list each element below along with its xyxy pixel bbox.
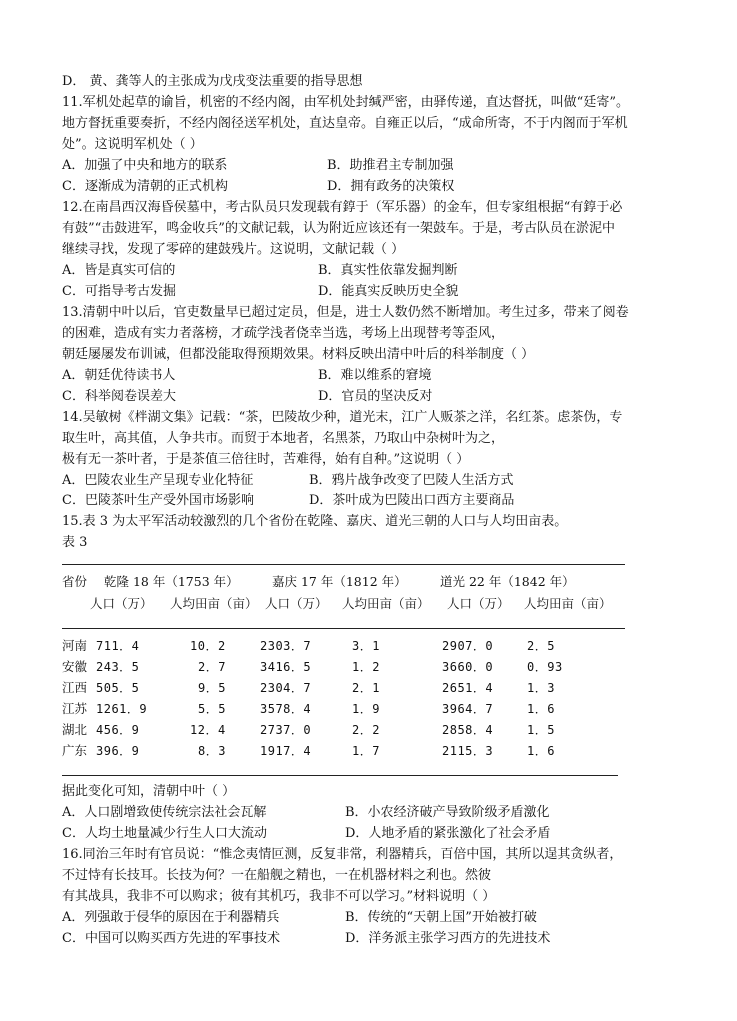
table-cell-pop-1753: 456．9: [96, 723, 140, 737]
q11-option-d: D．拥有政务的决策权: [327, 179, 455, 194]
table-cell-land-1842: 1．6: [527, 744, 555, 758]
table-cell-land-1842: 1．6: [527, 702, 555, 716]
table-cell-province: 安徽: [62, 659, 88, 674]
table-cell-pop-1812: 3578．4: [260, 702, 312, 716]
table-cell-province: 江西: [62, 680, 88, 695]
q15-option-d: D．人地矛盾的紧张激化了社会矛盾: [345, 826, 551, 841]
table-subheader-land-1: 人均田亩（亩）: [170, 596, 258, 611]
table-subheader-land-2: 人均田亩（亩）: [342, 596, 430, 611]
table-cell-province: 湖北: [62, 722, 88, 737]
table-header-province: 省份: [62, 574, 88, 589]
table-cell-land-1812: 1．9: [352, 702, 380, 716]
q13-option-c: C．科举阅卷误差大: [62, 389, 176, 404]
q14-stem-line-1: 14.吴敏树《柈湖文集》记载：“茶，巴陵故少种，道光末，江广人贩茶之洋，名红茶。虑茶伪，专: [62, 410, 623, 425]
q13-option-d: D．官员的坚决反对: [318, 389, 433, 404]
table-header-period-1: 乾隆 18 年（1753 年）: [104, 574, 239, 589]
q16-option-c: C．中国可以购买西方先进的军事技术: [62, 931, 280, 946]
q12-option-c: C．可指导考古发掘: [62, 284, 176, 299]
table-subheader-pop-3: 人口（万）: [447, 596, 510, 611]
table-cell-land-1842: 1．3: [527, 681, 555, 695]
q12-option-a: A．皆是真实可信的: [62, 263, 176, 278]
table-top-rule: [62, 564, 625, 565]
q15-option-a: A．人口剧增致使传统宗法社会瓦解: [62, 805, 267, 820]
table-cell-pop-1753: 711．4: [96, 639, 140, 653]
table-cell-land-1842: 1．5: [527, 723, 555, 737]
table-cell-pop-1842: 2651．4: [442, 681, 494, 695]
table-cell-pop-1842: 2858．4: [442, 723, 494, 737]
q14-option-c: C．巴陵茶叶生产受外国市场影响: [62, 493, 254, 508]
q13-stem-line-1: 13.清朝中叶以后，官吏数量早已超过定员，但是，进士人数仍然不断增加。考生过多，带来了阅卷: [62, 305, 629, 320]
q11-stem-line-1: 11.军机处起草的谕旨，机密的不经内阁，由军机处封缄严密，由驿传递，直达督抚，叫做“廷寄”。: [62, 95, 629, 110]
q12-stem-line-3: 继续寻找，发现了零碎的建鼓残片。这说明，文献记载（ ）: [62, 242, 405, 257]
q12-stem-line-2: 有鼓”“击鼓进军，鸣金收兵”的文献记载，认为附近应该还有一架鼓车。于是，考古队员在淤泥中: [62, 221, 615, 236]
table-cell-land-1753: 5．5: [198, 702, 226, 716]
q11-stem-line-3: 处”。这说明军机处（ ）: [62, 137, 203, 152]
table-cell-land-1753: 2．7: [198, 660, 226, 674]
table-cell-land-1753: 12．4: [190, 723, 226, 737]
q14-stem-line-2: 取生叶，高其值，人争共市。而贸于本地者，名黑茶，乃取山中杂树叶为之，: [62, 431, 505, 446]
q13-stem-line-2: 的困难，造成有实力者落榜，才疏学浅者侥幸当选，考场上出现替考等歪风，: [62, 326, 505, 341]
table-cell-pop-1812: 2737．0: [260, 723, 312, 737]
q15-stem-after: 据此变化可知，清朝中叶（ ）: [62, 784, 236, 799]
table-bottom-rule: [62, 775, 618, 776]
q11-option-a: A．加强了中央和地方的联系: [62, 158, 228, 173]
q16-stem-line-3: 有其战具，我非不可以购求；彼有其机巧，我非不可以学习。”材料说明（ ）: [62, 889, 496, 904]
table-subheader-land-3: 人均田亩（亩）: [524, 596, 612, 611]
table-cell-pop-1812: 1917．4: [260, 744, 312, 758]
q11-option-b: B．助推君主专制加强: [327, 158, 454, 173]
q15-option-b: B．小农经济破产导致阶级矛盾激化: [345, 805, 550, 820]
table-cell-pop-1812: 3416．5: [260, 660, 312, 674]
table-cell-pop-1842: 2115．3: [442, 744, 494, 758]
q16-option-d: D．洋务派主张学习西方的先进技术: [345, 931, 551, 946]
q14-stem-line-3: 极有无一茶叶者，于是茶值三倍往时，苦难得，始有自种。”这说明（ ）: [62, 452, 470, 467]
table-cell-land-1812: 2．1: [352, 681, 380, 695]
table-cell-province: 河南: [62, 638, 88, 653]
q16-option-a: A．列强敢于侵华的原因在于利器精兵: [62, 910, 280, 925]
q16-stem-line-2: 不过恃有长技耳。长技为何？一在船舰之精也，一在机器材料之利也。然彼: [62, 868, 492, 883]
table-cell-land-1812: 3．1: [352, 639, 380, 653]
table-cell-pop-1812: 2304．7: [260, 681, 312, 695]
q14-option-d: D．茶叶成为巴陵出口西方主要商品: [309, 493, 515, 508]
table-cell-land-1753: 10．2: [190, 639, 226, 653]
q13-option-b: B．难以维系的窘境: [318, 368, 432, 383]
table-cell-land-1812: 1．2: [352, 660, 380, 674]
table-header-period-2: 嘉庆 17 年（1812 年）: [272, 574, 407, 589]
table-header-period-3: 道光 22 年（1842 年）: [440, 574, 575, 589]
table-subheader-pop-1: 人口（万）: [90, 596, 153, 611]
q13-option-a: A．朝廷优待读书人: [62, 368, 176, 383]
q14-option-b: B．鸦片战争改变了巴陵人生活方式: [309, 473, 514, 488]
q12-stem-line-1: 12.在南昌西汉海昏侯墓中，考古队员只发现载有錞于（军乐器）的金车，但专家组根据“有錞于必: [62, 200, 623, 215]
q15-stem-line-1: 15.表 3 为太平军活动较激烈的几个省份在乾隆、嘉庆、道光三朝的人口与人均田亩表。: [62, 514, 568, 529]
table-cell-land-1812: 2．2: [352, 723, 380, 737]
table-cell-pop-1753: 505．5: [96, 681, 140, 695]
q16-option-b: B．传统的“天朝上国”开始被打破: [345, 910, 537, 925]
table-cell-pop-1812: 2303．7: [260, 639, 312, 653]
q12-option-d: D．能真实反映历史全貌: [318, 284, 459, 299]
table-cell-land-1753: 8．3: [198, 744, 226, 758]
q11-option-c: C．逐渐成为清朝的正式机构: [62, 179, 228, 194]
table-header-rule: [62, 628, 625, 629]
q15-option-c: C．人均土地量减少行生人口大流动: [62, 826, 267, 841]
table-cell-land-1753: 9．5: [198, 681, 226, 695]
table-cell-province: 广东: [62, 743, 88, 758]
table-cell-pop-1753: 243．5: [96, 660, 140, 674]
table-cell-land-1842: 2．5: [527, 639, 555, 653]
table-cell-pop-1753: 1261．9: [96, 702, 148, 716]
q12-option-b: B．真实性依靠发掘判断: [318, 263, 458, 278]
table-cell-pop-1842: 3660．0: [442, 660, 494, 674]
q14-option-a: A．巴陵农业生产呈现专业化特征: [62, 473, 254, 488]
q11-stem-line-2: 地方督抚重要奏折，不经内阁径送军机处，直达皇帝。自雍正以后，“成命所寄，不于内阁而于军机: [62, 116, 628, 131]
table-cell-pop-1842: 2907．0: [442, 639, 494, 653]
table-subheader-pop-2: 人口（万）: [265, 596, 328, 611]
q10-option-d: D． 黄、龚等人的主张成为戊戌变法重要的指导思想: [62, 74, 363, 89]
table-cell-land-1842: 0．93: [527, 660, 563, 674]
q15-table-label: 表 3: [62, 535, 88, 550]
table-cell-province: 江苏: [62, 701, 88, 716]
table-cell-pop-1753: 396．9: [96, 744, 140, 758]
table-cell-pop-1842: 3964．7: [442, 702, 494, 716]
table-cell-land-1812: 1．7: [352, 744, 380, 758]
q13-stem-line-3: 朝廷屡屡发布训诫，但都没能取得预期效果。材料反映出清中叶后的科举制度（ ）: [62, 347, 535, 362]
q16-stem-line-1: 16.同治三年时有官员说：“惟念夷情叵测，反复非常，利器精兵，百倍中国，其所以逞其贪纵者，: [62, 847, 623, 862]
